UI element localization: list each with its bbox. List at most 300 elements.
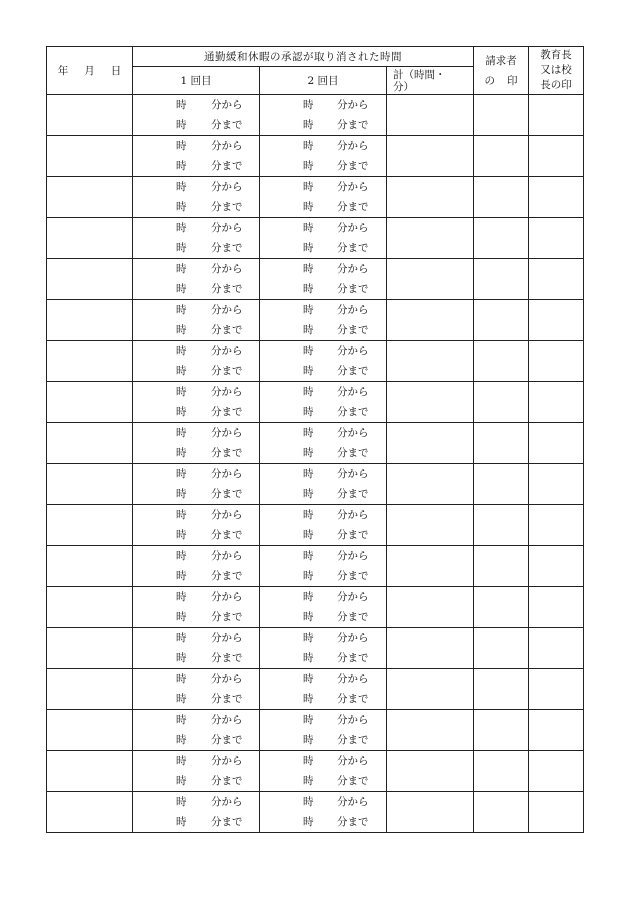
second-time-cell[interactable]: [260, 587, 387, 628]
minute-from-label: 分から: [337, 386, 369, 398]
hour-label: 時: [176, 181, 187, 193]
first-time-cell[interactable]: [133, 382, 260, 423]
date-cell[interactable]: [47, 669, 133, 710]
principal-seal-cell[interactable]: [529, 669, 584, 710]
minute-until-label: 分まで: [211, 652, 243, 664]
first-time-cell[interactable]: [133, 792, 260, 833]
principal-seal-header: [529, 47, 584, 95]
principal-seal-cell[interactable]: [529, 177, 584, 218]
first-time-cell[interactable]: [133, 136, 260, 177]
hour-label: 時: [303, 119, 314, 131]
table-title: 通勤緩和休暇の承認が取り消された時間: [133, 47, 474, 67]
hour-label: 時: [176, 222, 187, 234]
principal-seal-cell[interactable]: [529, 300, 584, 341]
minute-until-label: 分まで: [211, 242, 243, 254]
time-until-line: [133, 279, 259, 299]
time-until-line: [133, 648, 259, 668]
minute-from-label: 分から: [211, 222, 243, 234]
time-from-line: [260, 218, 386, 238]
second-time-header: 2 回目: [260, 67, 387, 95]
time-from-line: [260, 546, 386, 566]
time-from-line: [260, 300, 386, 320]
minute-from-label: 分から: [211, 632, 243, 644]
first-time-cell[interactable]: [133, 259, 260, 300]
minute-until-label: 分まで: [337, 775, 369, 787]
principal-seal-cell[interactable]: [529, 382, 584, 423]
hour-label: 時: [303, 775, 314, 787]
requester-seal-cell[interactable]: [474, 300, 529, 341]
date-cell[interactable]: [47, 423, 133, 464]
time-until-line: [260, 361, 386, 381]
requester-seal-cell[interactable]: [474, 505, 529, 546]
minute-from-label: 分から: [337, 181, 369, 193]
total-cell[interactable]: [387, 341, 474, 382]
minute-until-label: 分まで: [211, 160, 243, 172]
second-time-cell[interactable]: [260, 546, 387, 587]
time-until-line: [133, 156, 259, 176]
minute-until-label: 分まで: [211, 529, 243, 541]
total-cell[interactable]: [387, 300, 474, 341]
hour-label: 時: [303, 345, 314, 357]
hour-label: 時: [176, 468, 187, 480]
hour-label: 時: [176, 283, 187, 295]
time-until-line: [260, 320, 386, 340]
time-from-line: [260, 259, 386, 279]
requester-seal-header: [474, 47, 529, 95]
time-from-line: [133, 546, 259, 566]
requester-seal-cell[interactable]: [474, 628, 529, 669]
table-row: [47, 710, 584, 751]
date-cell[interactable]: [47, 95, 133, 136]
first-time-header: 1 回目: [133, 67, 260, 95]
total-cell[interactable]: [387, 546, 474, 587]
first-time-cell[interactable]: [133, 95, 260, 136]
time-from-line: [133, 751, 259, 771]
hour-label: 時: [303, 324, 314, 336]
total-cell[interactable]: [387, 628, 474, 669]
time-from-line: [260, 628, 386, 648]
hour-label: 時: [303, 201, 314, 213]
hour-label: 時: [303, 570, 314, 582]
minute-until-label: 分まで: [211, 324, 243, 336]
requester-seal-cell[interactable]: [474, 341, 529, 382]
minute-from-label: 分から: [211, 591, 243, 603]
total-cell[interactable]: [387, 710, 474, 751]
date-cell[interactable]: [47, 505, 133, 546]
minute-until-label: 分まで: [337, 119, 369, 131]
time-from-line: [133, 792, 259, 812]
principal-seal-cell[interactable]: [529, 710, 584, 751]
hour-label: 時: [176, 406, 187, 418]
total-cell[interactable]: [387, 423, 474, 464]
hour-label: 時: [176, 652, 187, 664]
minute-until-label: 分まで: [337, 242, 369, 254]
date-cell[interactable]: [47, 382, 133, 423]
hour-label: 時: [176, 632, 187, 644]
hour-label: 時: [176, 611, 187, 623]
total-cell[interactable]: [387, 177, 474, 218]
hour-label: 時: [176, 263, 187, 275]
minute-until-label: 分まで: [211, 283, 243, 295]
seal-line-2: 又は校: [540, 64, 572, 76]
second-time-cell[interactable]: [260, 218, 387, 259]
time-from-line: [260, 341, 386, 361]
time-until-line: [260, 402, 386, 422]
hour-label: 時: [176, 775, 187, 787]
principal-seal-cell[interactable]: [529, 546, 584, 587]
requester-seal-cell[interactable]: [474, 669, 529, 710]
minute-until-label: 分まで: [337, 201, 369, 213]
hour-label: 時: [176, 488, 187, 500]
minute-from-label: 分から: [337, 468, 369, 480]
requester-seal-cell[interactable]: [474, 792, 529, 833]
table-body: [47, 95, 584, 833]
time-from-line: [133, 218, 259, 238]
second-time-cell[interactable]: [260, 177, 387, 218]
hour-label: 時: [176, 242, 187, 254]
first-time-cell[interactable]: [133, 710, 260, 751]
requester-seal-cell[interactable]: [474, 546, 529, 587]
time-until-line: [260, 484, 386, 504]
seal-line-1: 教育長: [540, 49, 572, 61]
total-cell[interactable]: [387, 259, 474, 300]
table-row: [47, 751, 584, 792]
total-cell[interactable]: [387, 218, 474, 259]
first-time-cell[interactable]: [133, 669, 260, 710]
minute-from-label: 分から: [337, 796, 369, 808]
minute-until-label: 分まで: [337, 365, 369, 377]
hour-label: 時: [303, 427, 314, 439]
minute-from-label: 分から: [337, 140, 369, 152]
minute-until-label: 分まで: [337, 816, 369, 828]
time-until-line: [260, 279, 386, 299]
hour-label: 時: [303, 550, 314, 562]
time-until-line: [260, 115, 386, 135]
minute-until-label: 分まで: [211, 365, 243, 377]
minute-until-label: 分まで: [211, 488, 243, 500]
time-from-line: [260, 464, 386, 484]
hour-label: 時: [176, 447, 187, 459]
requester-seal-cell[interactable]: [474, 382, 529, 423]
minute-until-label: 分まで: [337, 570, 369, 582]
time-from-line: [133, 628, 259, 648]
first-time-cell[interactable]: [133, 546, 260, 587]
hour-label: 時: [303, 365, 314, 377]
minute-until-label: 分まで: [337, 447, 369, 459]
hour-label: 時: [176, 693, 187, 705]
minute-until-label: 分まで: [211, 693, 243, 705]
time-from-line: [260, 710, 386, 730]
requester-seal-cell[interactable]: [474, 751, 529, 792]
table-row: [47, 628, 584, 669]
date-cell[interactable]: [47, 792, 133, 833]
table-row: [47, 546, 584, 587]
date-cell[interactable]: [47, 587, 133, 628]
principal-seal-cell[interactable]: [529, 792, 584, 833]
hour-label: 時: [303, 181, 314, 193]
second-time-cell[interactable]: [260, 628, 387, 669]
time-from-line: [133, 669, 259, 689]
principal-seal-cell[interactable]: [529, 587, 584, 628]
hour-label: 時: [176, 140, 187, 152]
requester-seal-cell[interactable]: [474, 710, 529, 751]
minute-until-label: 分まで: [337, 693, 369, 705]
time-until-line: [133, 689, 259, 709]
first-time-cell[interactable]: [133, 218, 260, 259]
second-time-cell[interactable]: [260, 423, 387, 464]
hour-label: 時: [176, 509, 187, 521]
second-time-cell[interactable]: [260, 300, 387, 341]
table-row: [47, 792, 584, 833]
first-time-cell[interactable]: [133, 628, 260, 669]
second-time-cell[interactable]: [260, 669, 387, 710]
minute-from-label: 分から: [211, 181, 243, 193]
first-time-cell[interactable]: [133, 423, 260, 464]
table-row: [47, 300, 584, 341]
hour-label: 時: [176, 160, 187, 172]
hour-label: 時: [303, 406, 314, 418]
principal-seal-cell[interactable]: [529, 95, 584, 136]
first-time-cell[interactable]: [133, 505, 260, 546]
second-time-cell[interactable]: [260, 341, 387, 382]
time-from-line: [260, 177, 386, 197]
time-from-line: [260, 587, 386, 607]
date-cell[interactable]: [47, 136, 133, 177]
hour-label: 時: [303, 304, 314, 316]
minute-from-label: 分から: [337, 509, 369, 521]
minute-until-label: 分まで: [337, 488, 369, 500]
minute-until-label: 分まで: [211, 201, 243, 213]
hour-label: 時: [303, 714, 314, 726]
second-time-cell[interactable]: [260, 505, 387, 546]
minute-from-label: 分から: [337, 263, 369, 275]
minute-until-label: 分まで: [337, 611, 369, 623]
time-until-line: [260, 689, 386, 709]
total-cell[interactable]: [387, 792, 474, 833]
requester-seal-cell[interactable]: [474, 259, 529, 300]
second-time-cell[interactable]: [260, 792, 387, 833]
principal-seal-cell[interactable]: [529, 218, 584, 259]
minute-from-label: 分から: [211, 99, 243, 111]
time-from-line: [133, 423, 259, 443]
time-until-line: [260, 156, 386, 176]
date-header: [47, 47, 133, 95]
first-time-cell[interactable]: [133, 177, 260, 218]
requester-seal-cell[interactable]: [474, 136, 529, 177]
first-time-cell[interactable]: [133, 300, 260, 341]
minute-until-label: 分まで: [211, 734, 243, 746]
minute-from-label: 分から: [211, 714, 243, 726]
first-time-cell[interactable]: [133, 587, 260, 628]
leave-record-table: [46, 46, 584, 833]
hour-label: 時: [303, 734, 314, 746]
time-until-line: [133, 320, 259, 340]
total-cell[interactable]: [387, 587, 474, 628]
total-cell[interactable]: [387, 751, 474, 792]
month-label: 月: [84, 65, 95, 77]
time-until-line: [260, 525, 386, 545]
time-from-line: [133, 259, 259, 279]
date-cell[interactable]: [47, 218, 133, 259]
time-until-line: [133, 402, 259, 422]
table-row: [47, 95, 584, 136]
time-until-line: [260, 648, 386, 668]
second-time-cell[interactable]: [260, 464, 387, 505]
second-time-cell[interactable]: [260, 259, 387, 300]
date-cell[interactable]: [47, 464, 133, 505]
principal-seal-cell[interactable]: [529, 136, 584, 177]
first-time-cell[interactable]: [133, 341, 260, 382]
minute-until-label: 分まで: [211, 775, 243, 787]
time-until-line: [133, 566, 259, 586]
hour-label: 時: [176, 201, 187, 213]
principal-seal-cell[interactable]: [529, 259, 584, 300]
time-from-line: [260, 423, 386, 443]
hour-label: 時: [176, 591, 187, 603]
second-time-cell[interactable]: [260, 751, 387, 792]
requester-seal-cell[interactable]: [474, 95, 529, 136]
minute-until-label: 分まで: [337, 734, 369, 746]
minute-until-label: 分まで: [337, 283, 369, 295]
hour-label: 時: [176, 304, 187, 316]
first-time-cell[interactable]: [133, 751, 260, 792]
requester-seal-cell[interactable]: [474, 587, 529, 628]
requester-seal-cell[interactable]: [474, 464, 529, 505]
hour-label: 時: [303, 652, 314, 664]
time-from-line: [133, 177, 259, 197]
principal-seal-cell[interactable]: [529, 628, 584, 669]
date-cell[interactable]: [47, 546, 133, 587]
principal-seal-cell[interactable]: [529, 464, 584, 505]
time-from-line: [260, 669, 386, 689]
time-until-line: [133, 443, 259, 463]
table-row: [47, 382, 584, 423]
total-cell[interactable]: [387, 136, 474, 177]
time-from-line: [260, 382, 386, 402]
total-cell[interactable]: [387, 464, 474, 505]
hour-label: 時: [303, 611, 314, 623]
hour-label: 時: [303, 283, 314, 295]
table-row: [47, 423, 584, 464]
time-from-line: [133, 341, 259, 361]
hour-label: 時: [176, 714, 187, 726]
total-label-2: 分）: [393, 81, 414, 93]
time-from-line: [133, 505, 259, 525]
first-time-cell[interactable]: [133, 464, 260, 505]
total-header: [387, 67, 474, 95]
requester-seal-cell[interactable]: [474, 423, 529, 464]
time-until-line: [133, 771, 259, 791]
table-row: [47, 464, 584, 505]
hour-label: 時: [176, 755, 187, 767]
time-from-line: [133, 300, 259, 320]
principal-seal-cell[interactable]: [529, 341, 584, 382]
requester-seal-cell[interactable]: [474, 218, 529, 259]
hour-label: 時: [303, 160, 314, 172]
hour-label: 時: [303, 816, 314, 828]
hour-label: 時: [303, 693, 314, 705]
date-cell[interactable]: [47, 710, 133, 751]
minute-from-label: 分から: [337, 99, 369, 111]
total-cell[interactable]: [387, 382, 474, 423]
second-time-cell[interactable]: [260, 710, 387, 751]
requester-label: 請求者: [485, 54, 517, 67]
time-from-line: [260, 751, 386, 771]
hour-label: 時: [303, 468, 314, 480]
seal-line-3: 長の印: [540, 79, 572, 91]
minute-from-label: 分から: [337, 591, 369, 603]
time-from-line: [260, 136, 386, 156]
hour-label: 時: [176, 386, 187, 398]
minute-from-label: 分から: [337, 304, 369, 316]
hour-label: 時: [303, 140, 314, 152]
minute-from-label: 分から: [211, 386, 243, 398]
date-cell[interactable]: [47, 341, 133, 382]
time-until-line: [133, 238, 259, 258]
date-cell[interactable]: [47, 177, 133, 218]
minute-until-label: 分まで: [211, 119, 243, 131]
minute-from-label: 分から: [211, 673, 243, 685]
minute-from-label: 分から: [211, 140, 243, 152]
hour-label: 時: [303, 591, 314, 603]
total-cell[interactable]: [387, 505, 474, 546]
time-until-line: [260, 566, 386, 586]
time-from-line: [133, 587, 259, 607]
principal-seal-cell[interactable]: [529, 423, 584, 464]
hour-label: 時: [303, 263, 314, 275]
second-time-cell[interactable]: [260, 136, 387, 177]
time-until-line: [260, 197, 386, 217]
minute-from-label: 分から: [211, 304, 243, 316]
date-cell[interactable]: [47, 628, 133, 669]
time-from-line: [260, 505, 386, 525]
time-from-line: [260, 95, 386, 115]
time-until-line: [133, 812, 259, 832]
minute-from-label: 分から: [211, 755, 243, 767]
time-until-line: [133, 730, 259, 750]
total-cell[interactable]: [387, 669, 474, 710]
hour-label: 時: [303, 99, 314, 111]
time-from-line: [133, 382, 259, 402]
hour-label: 時: [303, 488, 314, 500]
principal-seal-cell[interactable]: [529, 505, 584, 546]
minute-until-label: 分まで: [211, 611, 243, 623]
time-until-line: [260, 607, 386, 627]
date-cell[interactable]: [47, 751, 133, 792]
minute-until-label: 分まで: [211, 406, 243, 418]
hour-label: 時: [303, 529, 314, 541]
requester-seal-cell[interactable]: [474, 177, 529, 218]
hour-label: 時: [303, 222, 314, 234]
hour-label: 時: [176, 365, 187, 377]
table-row: [47, 177, 584, 218]
second-time-cell[interactable]: [260, 95, 387, 136]
time-from-line: [133, 464, 259, 484]
minute-until-label: 分まで: [337, 324, 369, 336]
minute-from-label: 分から: [337, 714, 369, 726]
principal-seal-cell[interactable]: [529, 751, 584, 792]
date-cell[interactable]: [47, 300, 133, 341]
second-time-cell[interactable]: [260, 382, 387, 423]
minute-from-label: 分から: [211, 263, 243, 275]
total-cell[interactable]: [387, 95, 474, 136]
hour-label: 時: [176, 570, 187, 582]
hour-label: 時: [303, 796, 314, 808]
hour-label: 時: [303, 673, 314, 685]
minute-from-label: 分から: [211, 427, 243, 439]
minute-from-label: 分から: [337, 632, 369, 644]
date-cell[interactable]: [47, 259, 133, 300]
